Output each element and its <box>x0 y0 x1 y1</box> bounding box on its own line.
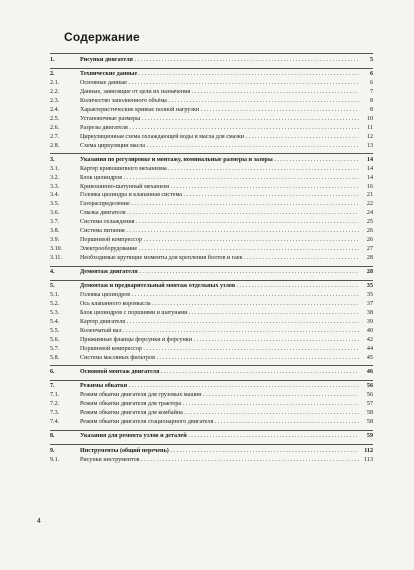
toc-entry <box>50 183 373 192</box>
toc-entry-title: Основной монтаж двигателя . . . <box>80 368 359 377</box>
toc-entry-title: Газораспределение . . . <box>80 200 359 209</box>
toc-entry <box>50 336 373 345</box>
toc-entry-number: 5.6. <box>50 336 60 343</box>
toc-entry-title: Картер двигателя . . . <box>80 318 359 327</box>
toc-entry-title: Режим обкатки двигателя стационарного двигателя . . . <box>80 418 359 427</box>
toc-entry-title: Характеристические кривые полной нагрузки . . . <box>80 106 359 115</box>
toc-entry-page: 10 <box>366 115 373 122</box>
toc-entry-page: 27 <box>366 245 373 252</box>
page-number: 4 <box>37 518 41 525</box>
toc-entry-number: 7.1. <box>50 392 60 399</box>
toc-entry-page: 26 <box>366 236 373 243</box>
toc-entry-title: Рисунки инструментов . . . <box>80 456 359 465</box>
toc-section-entry <box>50 432 373 441</box>
toc-entry-number: 5. <box>50 283 55 290</box>
toc-entry-title: Смазка двигателя . . . <box>80 209 359 218</box>
toc-entry-page: 8 <box>369 106 373 113</box>
toc-entry-number: 5.5. <box>50 327 60 334</box>
toc-entry-title: Инструменты (общий перечень) . . . <box>80 447 359 456</box>
toc-entry <box>50 456 373 465</box>
toc-entry-title: Головка цилиндров . . . <box>80 291 359 300</box>
toc-entry-page: 56 <box>366 392 373 399</box>
toc-entry-page: 13 <box>366 142 373 149</box>
toc-entry-number: 5.7. <box>50 345 60 352</box>
toc-entry-title: Система масляных фильтров . . . <box>80 354 359 363</box>
toc-entry-title: Электрооборудование . . . <box>80 245 359 254</box>
toc-entry <box>50 345 373 354</box>
toc-entry-number: 3.11. <box>50 254 62 261</box>
toc-entry-number: 2.5. <box>50 115 60 122</box>
toc-entry-page: 12 <box>366 133 373 140</box>
toc-entry <box>50 309 373 318</box>
toc-entry <box>50 391 373 400</box>
toc-entry-page: 35 <box>366 292 373 299</box>
toc-entry-title: Необходимые крутящие моменты для крепления болтов и гаек . . . <box>80 254 359 263</box>
toc-entry-number: 7.3. <box>50 410 60 417</box>
toc-entry-number: 3.3. <box>50 183 60 190</box>
toc-entry-page: 22 <box>366 201 373 208</box>
toc-entry-page: 11 <box>367 124 373 131</box>
toc-entry-number: 3.10. <box>50 245 63 252</box>
toc-entry-page: 57 <box>366 401 373 408</box>
toc-entry <box>50 115 373 124</box>
toc-entry <box>50 106 373 115</box>
toc-entry <box>50 97 373 106</box>
toc-entry <box>50 300 373 309</box>
toc-entry-title: Схема циркуляции масла . . . <box>80 142 359 151</box>
toc-entry-page: 28 <box>366 269 373 276</box>
toc-entry-number: 3.1. <box>50 165 60 172</box>
toc-entry-page: 35 <box>366 283 373 290</box>
toc-entry-page: 58 <box>366 410 373 417</box>
toc-entry <box>50 174 373 183</box>
toc-entry <box>50 124 373 133</box>
toc-entry-number: 3.9. <box>50 236 60 243</box>
toc-entry-page: 26 <box>366 228 373 235</box>
toc-entry-title: Демонтаж двигателя . . . <box>80 268 359 277</box>
toc-entry <box>50 200 373 209</box>
toc-entry <box>50 165 373 174</box>
toc-entry <box>50 133 373 142</box>
toc-entry-number: 2.4. <box>50 106 60 113</box>
toc-entry-page: 45 <box>366 354 373 361</box>
toc-entry-title: Демонтаж и предварительный монтаж отдельных узлов . . . <box>80 282 359 291</box>
toc-entry-number: 7. <box>50 383 55 390</box>
toc-entry-page: 16 <box>366 183 373 190</box>
toc-entry <box>50 400 373 409</box>
toc-entry-number: 9. <box>50 447 55 454</box>
toc-entry-title: Режимы обкатки . . . <box>80 382 359 391</box>
toc-entry <box>50 245 373 254</box>
toc-entry-number: 1. <box>50 57 55 63</box>
toc-entry-number: 2.6. <box>50 124 60 131</box>
toc-entry-page: 39 <box>366 319 373 326</box>
toc-entry-page: 21 <box>366 192 373 199</box>
toc-entry-title: Ось клапанного коромысла . . . <box>80 300 359 309</box>
toc-entry-number: 2.2. <box>50 89 60 96</box>
section-divider <box>50 68 373 69</box>
toc-entry-page: 5 <box>369 57 373 63</box>
toc-entry-number: 2.3. <box>50 98 60 105</box>
toc-section-entry <box>50 368 373 377</box>
section-divider <box>50 266 373 267</box>
toc-entry-title: Циркуляционная схема охлаждающей воды и масла для смазки . . . <box>80 133 359 142</box>
toc-entry-title: Прижимные фланцы форсунки и форсунки . . . <box>80 336 359 345</box>
toc-entry-title: Разрезы двигателя . . . <box>80 124 359 133</box>
toc-entry-title: Блок цилиндров с поршнями и шатунами . . . <box>80 309 359 318</box>
toc-entry-page: 14 <box>366 156 373 163</box>
toc-entry-title: Режим обкатки двигателя для грузовых машин . . . <box>80 391 359 400</box>
toc-entry-page: 112 <box>364 447 373 454</box>
toc-entry-title: Режим обкатки двигателя для комбайна . . . <box>80 409 359 418</box>
toc-entry-page: 113 <box>364 456 373 463</box>
section-divider <box>50 444 373 445</box>
toc-entry-number: 3.4. <box>50 192 60 199</box>
toc-entry-title: Поршневой компрессор . . . <box>80 236 359 245</box>
toc-entry-number: 5.8. <box>50 354 60 361</box>
toc-entry-page: 6 <box>369 80 373 87</box>
toc-entry-number: 7.4. <box>50 418 60 425</box>
toc-entry-number: 3.7. <box>50 219 60 226</box>
toc-entry <box>50 291 373 300</box>
toc-entry-page: 25 <box>366 219 373 226</box>
toc-entry <box>50 79 373 88</box>
toc-entry-number: 6. <box>50 369 55 375</box>
toc-entry-title: Режим обкатки двигателя для трактора . . . <box>80 400 359 409</box>
toc-entry-number: 7.2. <box>50 401 60 408</box>
toc-section-entry <box>50 70 373 79</box>
toc-entry-page: 14 <box>366 174 373 181</box>
toc-entry-page: 46 <box>366 369 373 375</box>
toc-entry <box>50 209 373 218</box>
toc-entry-number: 5.2. <box>50 301 60 308</box>
toc-entry <box>50 418 373 427</box>
toc-entry-number: 2.7. <box>50 133 60 140</box>
section-divider <box>50 153 373 154</box>
toc-entry-page: 8 <box>369 98 373 105</box>
toc-entry-title: Головка цилиндра и клапанная система . . . <box>80 191 359 200</box>
toc-entry-title: Указания для ремонта узлов и деталей . . . <box>80 432 359 441</box>
toc-entry <box>50 88 373 97</box>
toc-entry-number: 5.1. <box>50 292 60 299</box>
toc-entry-number: 2.1. <box>50 80 60 87</box>
toc-entry-title: Система охлаждения . . . <box>80 218 359 227</box>
toc-entry <box>50 236 373 245</box>
section-divider <box>50 380 373 381</box>
toc-entry-number: 3.8. <box>50 228 60 235</box>
toc-entry <box>50 327 373 336</box>
toc-section-entry <box>50 268 373 277</box>
toc-entry-title: Коленчатый вал . . . <box>80 327 359 336</box>
toc-entry-number: 3.6. <box>50 210 60 217</box>
toc-entry <box>50 227 373 236</box>
toc-entry-page: 42 <box>366 336 373 343</box>
toc-section-entry <box>50 447 373 456</box>
toc-entry-page: 28 <box>366 254 373 261</box>
toc-entry-title: Картер кривошипного механизма . . . <box>80 165 359 174</box>
toc-entry-number: 5.4. <box>50 319 60 326</box>
toc-entry-number: 2.8. <box>50 142 60 149</box>
toc-entry-page: 40 <box>366 327 373 334</box>
toc-entry-number: 2. <box>50 71 55 78</box>
toc-entry <box>50 354 373 363</box>
toc-section-entry <box>50 56 373 65</box>
toc-entry-page: 58 <box>366 418 373 425</box>
toc-entry-title: Система питания . . . <box>80 227 359 236</box>
toc-entry-title: Количество заполненного объёма . . . <box>80 97 359 106</box>
toc-entry-page: 59 <box>366 433 373 440</box>
toc-entry-title: Поршневой компрессор . . . <box>80 345 359 354</box>
toc-entry <box>50 254 373 263</box>
toc-entry-number: 4. <box>50 269 55 276</box>
toc-entry-page: 14 <box>366 165 373 172</box>
section-divider <box>50 53 373 54</box>
toc-section-entry <box>50 156 373 165</box>
table-of-contents <box>50 56 373 465</box>
toc-entry-title: Данные, зависящие от цели их назначения . . . <box>80 88 359 97</box>
toc-entry-title: Технические данные . . . <box>80 70 359 79</box>
toc-entry-number: 5.3. <box>50 310 60 317</box>
toc-entry <box>50 409 373 418</box>
section-divider <box>50 280 373 281</box>
toc-entry-number: 3.5. <box>50 201 60 208</box>
toc-entry-title: Блок цилиндров . . . <box>80 174 359 183</box>
toc-entry-page: 56 <box>366 383 373 390</box>
toc-entry-title: Кривошипно-шатунный механизм . . . <box>80 183 359 192</box>
toc-entry-number: 3.2. <box>50 174 60 181</box>
toc-entry-number: 3. <box>50 156 55 163</box>
toc-entry-page: 24 <box>366 210 373 217</box>
toc-entry <box>50 191 373 200</box>
toc-entry-page: 37 <box>366 301 373 308</box>
page-title: Содержание <box>64 30 140 44</box>
toc-entry-page: 7 <box>369 89 373 96</box>
toc-entry-title: Основные данные . . . <box>80 79 359 88</box>
toc-entry <box>50 142 373 151</box>
toc-section-entry <box>50 282 373 291</box>
toc-entry <box>50 318 373 327</box>
toc-entry <box>50 218 373 227</box>
section-divider <box>50 365 373 366</box>
toc-entry-page: 6 <box>369 71 373 78</box>
toc-entry-page: 38 <box>366 310 373 317</box>
toc-entry-page: 44 <box>366 345 373 352</box>
toc-entry-title: Установочные размеры . . . <box>80 115 359 124</box>
toc-section-entry <box>50 382 373 391</box>
toc-entry-number: 9.1. <box>50 456 60 463</box>
toc-entry-title: Указания по регулировке и монтажу, номинальные размеры и зазоры . . . <box>80 156 359 165</box>
toc-entry-title: Рисунки двигателя . . . <box>80 56 359 65</box>
toc-entry-number: 8. <box>50 433 55 440</box>
section-divider <box>50 430 373 431</box>
